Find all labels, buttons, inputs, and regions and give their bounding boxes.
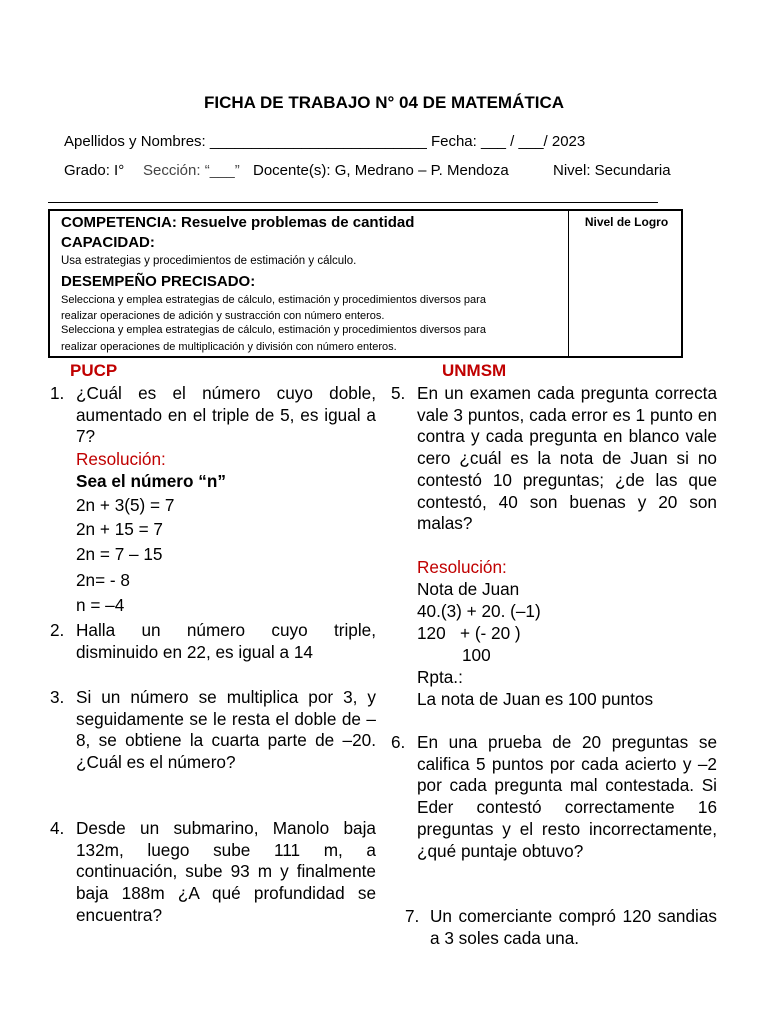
q3-text: Si un número se multiplica por 3, y seguidamente se le resta el doble de –8, se obtiene la cuarta parte de –20. ¿Cuál es el número? [76, 687, 376, 773]
q2-number: 2. [50, 620, 65, 640]
q5-calc-1: 40.(3) + 20. (–1) [417, 601, 541, 621]
competencia-text: COMPETENCIA: Resuelve problemas de cantidad [61, 214, 415, 231]
q7-number: 7. [405, 906, 420, 926]
q1-sea-line: Sea el número “n” [76, 471, 226, 491]
q4-number: 4. [50, 818, 65, 838]
q1-step-1: 2n + 3(5) = 7 [76, 495, 175, 515]
competency-box [48, 209, 683, 358]
q4-text: Desde un submarino, Manolo baja 132m, luego sube 111 m, a continuación, sube 93 m y finalmente baja 188m ¿A qué profundidad se encuentra? [76, 818, 376, 925]
q1-step-2: 2n + 15 = 7 [76, 519, 163, 539]
nivel-label: Nivel: Secundaria [553, 162, 671, 179]
desempeno-text-1a: Selecciona y emplea estrategias de cálculo, estimación y procedimientos diversos para [61, 294, 486, 306]
q5-rpta-label: Rpta.: [417, 667, 463, 687]
capacidad-text: Usa estrategias y procedimientos de estimación y cálculo. [61, 255, 357, 267]
q2-text: Halla un número cuyo triple, disminuido en 22, es igual a 14 [76, 620, 376, 662]
q5-text: En un examen cada pregunta correcta vale 3 puntos, cada error es 1 punto en contra y cada pregunta en blanco vale cero ¿cuál es la nota de Juan si no contestó 10 preguntas; ¿de las que contestó, 40 son buenas y 20 son malas? [417, 383, 717, 534]
q1-resolucion-label: Resolución: [76, 449, 166, 469]
header-divider [48, 202, 658, 203]
box-column-divider [568, 211, 569, 356]
q7-text: Un comerciante compró 120 sandias a 3 soles cada una. [430, 906, 717, 948]
seccion-label: Sección: “___” [143, 162, 240, 179]
q1-step-3: 2n = 7 – 15 [76, 544, 163, 564]
desempeno-text-1b: realizar operaciones de adición y sustracción con número enteros. [61, 310, 385, 322]
capacidad-label: CAPACIDAD: [61, 234, 155, 251]
q5-number: 5. [391, 383, 406, 403]
q5-calc-3: 100 [462, 645, 491, 665]
docentes-label: Docente(s): G, Medrano – P. Mendoza [253, 162, 509, 179]
q1-number: 1. [50, 383, 65, 403]
q6-number: 6. [391, 732, 406, 752]
worksheet-title: FICHA DE TRABAJO N° 04 DE MATEMÁTICA [203, 93, 565, 112]
pucp-heading: PUCP [70, 361, 118, 380]
q5-calc-2: 120 + (- 20 ) [417, 623, 521, 643]
desempeno-label: DESEMPEÑO PRECISADO: [61, 273, 256, 290]
q1-step-4: 2n= - 8 [76, 570, 130, 590]
desempeno-text-2a: Selecciona y emplea estrategias de cálculo, estimación y procedimientos diversos para [61, 324, 486, 336]
q5-nota-line: Nota de Juan [417, 579, 520, 599]
desempeno-text-2b: realizar operaciones de multiplicación y división con número enteros. [61, 341, 397, 353]
grado-label: Grado: I° [64, 162, 125, 179]
q3-number: 3. [50, 687, 65, 707]
nivel-logro-header: Nivel de Logro [584, 215, 669, 229]
q6-text: En una prueba de 20 preguntas se califica 5 puntos por cada acierto y –2 por cada pregunta mal contestada. Si Eder contestó correctamente 16 preguntas y el resto incorrectamente, ¿qué puntaje obtuvo? [417, 732, 717, 861]
q1-text: ¿Cuál es el número cuyo doble, aumentado en el triple de 5, es igual a 7? [76, 383, 376, 447]
name-date-line: Apellidos y Nombres: __________________________ Fecha: ___ / ___/ 2023 [64, 133, 586, 150]
q5-resolucion-label: Resolución: [417, 557, 507, 577]
q5-answer: La nota de Juan es 100 puntos [417, 689, 654, 709]
q1-step-5: n = –4 [76, 595, 125, 615]
unmsm-heading: UNMSM [442, 361, 507, 380]
